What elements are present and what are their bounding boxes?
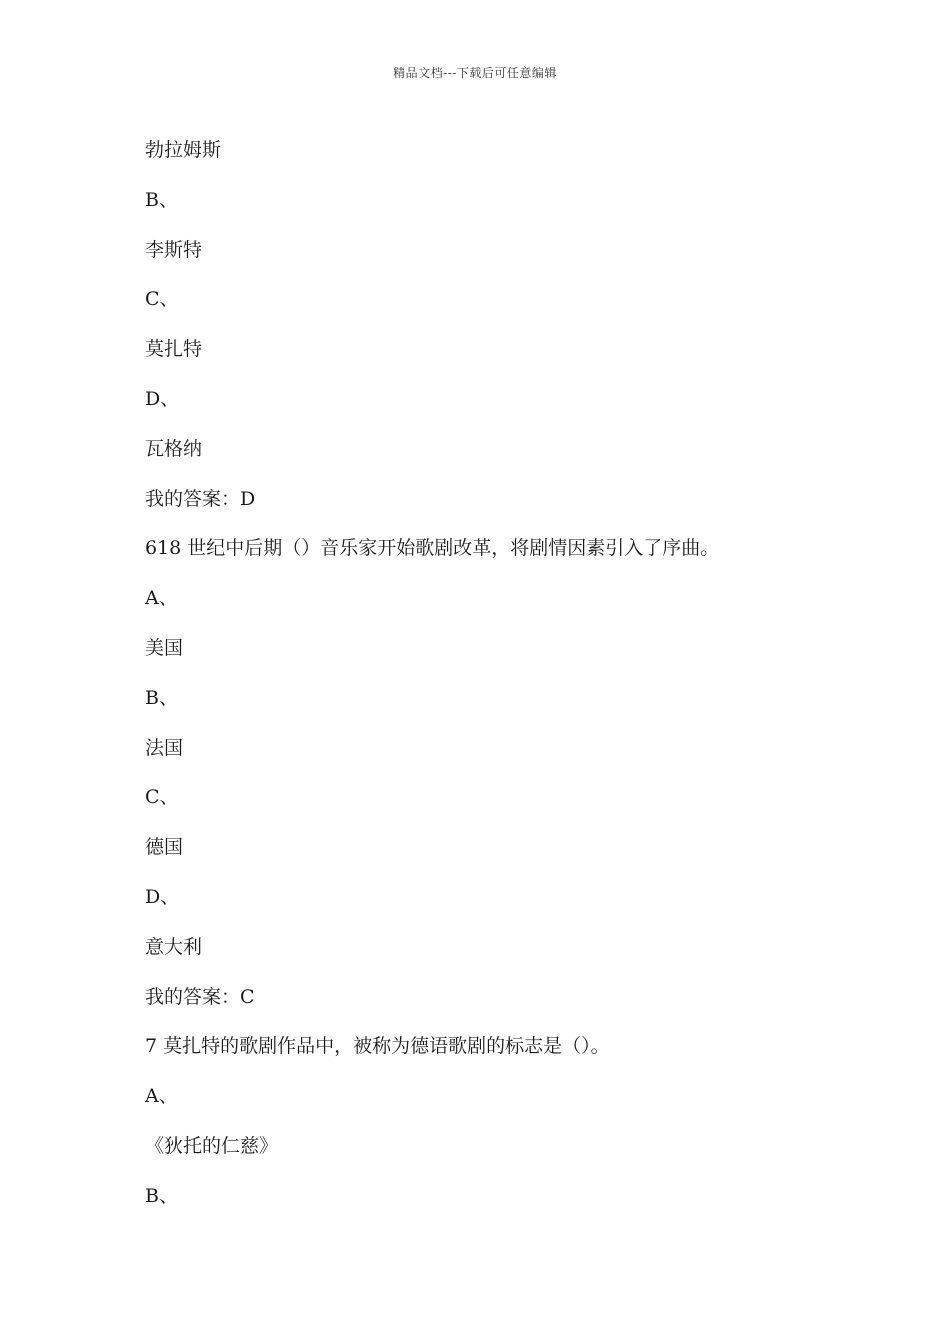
question-text: 618 世纪中后期（）音乐家开始歌剧改革，将剧情因素引入了序曲。 <box>145 537 720 560</box>
option-label: A、 <box>145 587 178 610</box>
page-header: 精品文档---下载后可任意编辑 <box>393 66 557 80</box>
option-text: 《狄托的仁慈》 <box>145 1134 279 1157</box>
option-text: 李斯特 <box>145 238 203 261</box>
option-text: 勃拉姆斯 <box>145 139 222 161</box>
answer-line: 我的答案：C <box>145 985 255 1008</box>
option-label: B、 <box>145 1184 178 1207</box>
document-body <box>145 135 865 1231</box>
option-label: B、 <box>145 188 178 211</box>
option-label: C、 <box>145 288 179 311</box>
option-text: 意大利 <box>145 935 203 958</box>
option-text: 莫扎特 <box>145 338 203 361</box>
option-label: D、 <box>145 885 180 908</box>
answer-line: 我的答案：D <box>145 487 256 510</box>
option-label: D、 <box>145 387 180 410</box>
question-text: 7 莫扎特的歌剧作品中，被称为德语歌剧的标志是（）。 <box>145 1035 610 1058</box>
option-label: B、 <box>145 686 178 709</box>
option-text: 德国 <box>145 836 184 859</box>
option-label: A、 <box>145 1085 178 1108</box>
option-label: C、 <box>145 786 179 809</box>
option-text: 美国 <box>145 636 184 659</box>
option-text: 瓦格纳 <box>145 437 203 460</box>
option-text: 法国 <box>145 736 184 759</box>
